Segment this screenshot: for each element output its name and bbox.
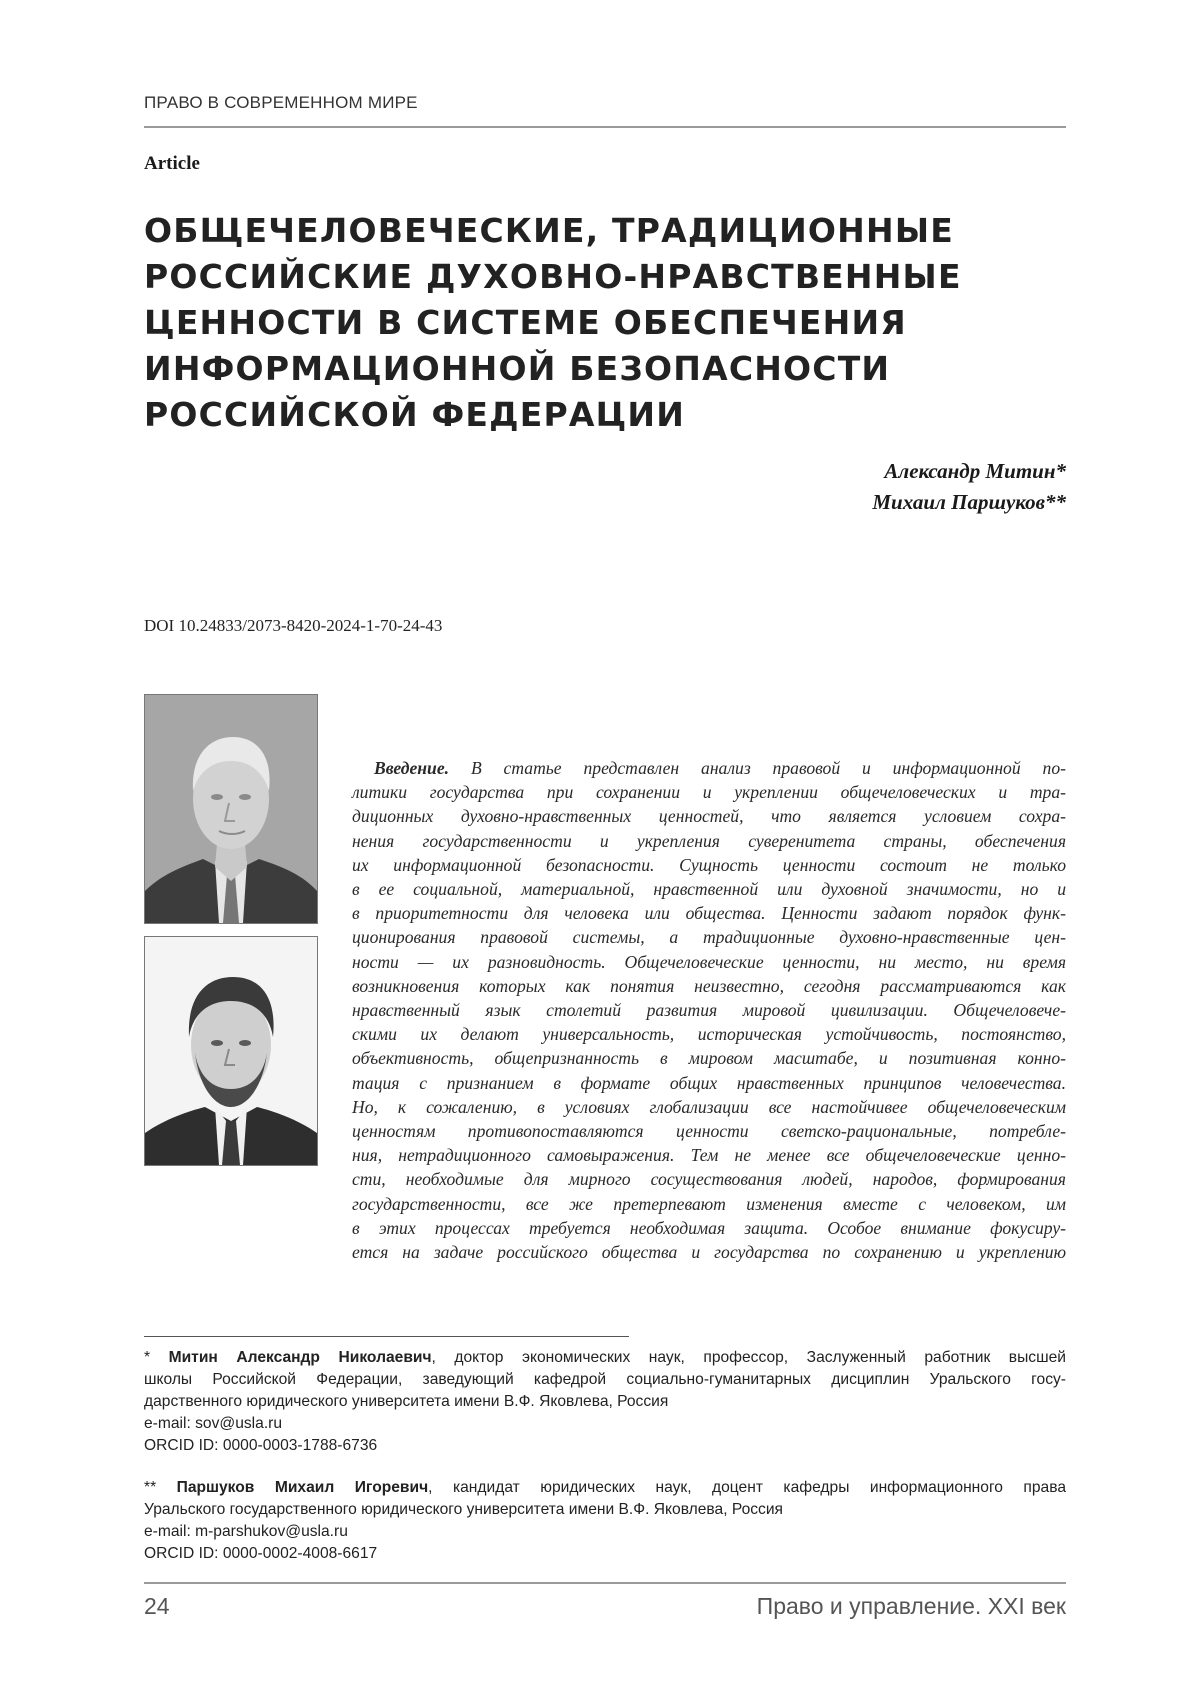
intro-line: возникновения которых как понятия неизвестно, сегодня рассматриваются как — [352, 975, 1066, 996]
running-head: ПРАВО В СОВРЕМЕННОМ МИРЕ — [144, 93, 418, 112]
footnote-text: , кандидат юридических наук, доцент кафедры информационного права — [428, 1479, 1067, 1496]
intro-line: ния, нетрадиционного самовыражения. Тем не менее все общечеловеческие ценно- — [352, 1145, 1066, 1166]
journal-name: Право и управление. XXI век — [756, 1593, 1066, 1619]
footnote-line: школы Российской Федерации, заведующий кафедрой социально-гуманитарных дисциплин Уральского госу- — [144, 1371, 1066, 1388]
footnote-line: дарственного юридического университета имени В.Ф. Яковлева, Россия — [144, 1393, 669, 1410]
author-photo-mitin — [144, 694, 318, 924]
intro-line — [352, 756, 1066, 780]
footnote-author-name: Митин Александр Николаевич — [168, 1349, 432, 1366]
footnote-line: Уральского государственного юридического университета имени В.Ф. Яковлева, Россия — [144, 1501, 783, 1518]
introduction-paragraph — [352, 756, 1066, 1264]
header-rule — [144, 126, 1066, 128]
author-photo-parshukov — [144, 936, 318, 1166]
intro-line: нения государственности и укрепления суверенитета страны, обеспечения — [352, 830, 1066, 851]
footnote-orcid: ORCID ID: 0000-0002-4008-6617 — [144, 1545, 378, 1562]
footnote-line — [144, 1347, 1066, 1369]
page-number: 24 — [144, 1593, 170, 1619]
footnote-line — [144, 1477, 1066, 1499]
footnote-marker: * — [144, 1349, 151, 1366]
author-name: Александр Митин* — [884, 459, 1066, 483]
intro-line: государственности, все же претерпевают изменения вместе с человеком, им — [352, 1193, 1066, 1214]
article-type-label: Article — [144, 153, 200, 174]
footnote-marker: ** — [144, 1479, 157, 1496]
title-line: ОБЩЕЧЕЛОВЕЧЕСКИЕ, ТРАДИЦИОННЫЕ — [144, 211, 954, 250]
footnotes — [144, 1347, 1066, 1565]
title-line: ЦЕННОСТИ В СИСТЕМЕ ОБЕСПЕЧЕНИЯ — [144, 303, 907, 342]
title-line: ИНФОРМАЦИОННОЙ БЕЗОПАСНОСТИ — [144, 349, 891, 388]
author-name: Михаил Паршуков** — [872, 490, 1066, 514]
intro-line: сти, необходимые для мирного сосуществования людей, народов, формирования — [352, 1169, 1066, 1190]
intro-line: нравственный язык столетий развития мировой цивилизации. Общечеловече- — [352, 1000, 1066, 1021]
title-line: РОССИЙСКИЕ ДУХОВНО-НРАВСТВЕННЫЕ — [144, 257, 962, 296]
intro-line: в ее социальной, материальной, нравственной или духовной значимости, но и — [352, 879, 1066, 900]
footer-rule — [144, 1582, 1066, 1584]
footnote-author-name: Паршуков Михаил Игоревич — [176, 1479, 429, 1496]
article-title — [144, 208, 1044, 438]
intro-lead: Введение. — [374, 758, 450, 778]
footnote-text: , доктор экономических наук, профессор, Заслуженный работник высшей — [431, 1349, 1066, 1366]
author-list — [872, 456, 1066, 518]
intro-line: ценностям противопоставляются ценности светско-рациональные, потребле- — [352, 1121, 1066, 1142]
intro-line: в этих процессах требуется необходимая защита. Особое внимание фокусиру- — [352, 1217, 1066, 1238]
intro-line: ется на задаче российского общества и государства по сохранению и укреплению — [352, 1242, 1066, 1263]
footnote-email: e-mail: m-parshukov@usla.ru — [144, 1523, 348, 1540]
intro-line: Но, к сожалению, в условиях глобализации все настойчивее общечеловеческим — [352, 1096, 1066, 1117]
intro-line: ционирования правовой системы, а традиционные духовно-нравственные цен- — [352, 927, 1066, 948]
intro-line: в приоритетности для человека или общества. Ценности задают порядок функ- — [352, 903, 1066, 924]
intro-line: литики государства при сохранении и укреплении общечеловеческих и тра- — [352, 782, 1066, 803]
intro-line: объективность, общепризнанность в мировом масштабе, и позитивная конно- — [352, 1048, 1066, 1069]
footnote-email: e-mail: sov@usla.ru — [144, 1415, 283, 1432]
intro-line: тация с признанием в формате общих нравственных принципов человечества. — [352, 1072, 1066, 1093]
intro-line: ности — их разновидность. Общечеловеческие ценности, ни место, ни время — [352, 951, 1066, 972]
footnote-rule — [144, 1336, 629, 1337]
doi: DOI 10.24833/2073-8420-2024-1-70-24-43 — [144, 616, 443, 635]
intro-line: диционных духовно-нравственных ценностей, что является условием сохра- — [352, 806, 1066, 827]
title-line: РОССИЙСКОЙ ФЕДЕРАЦИИ — [144, 395, 686, 434]
intro-line: скими их делают универсальность, историческая устойчивость, постоянство, — [352, 1024, 1066, 1045]
intro-line: их информационной безопасности. Сущность ценности состоит не только — [352, 854, 1066, 875]
intro-line-text: В статье представлен анализ правовой и информационной по- — [470, 758, 1066, 778]
footnote-orcid: ORCID ID: 0000-0003-1788-6736 — [144, 1437, 378, 1454]
